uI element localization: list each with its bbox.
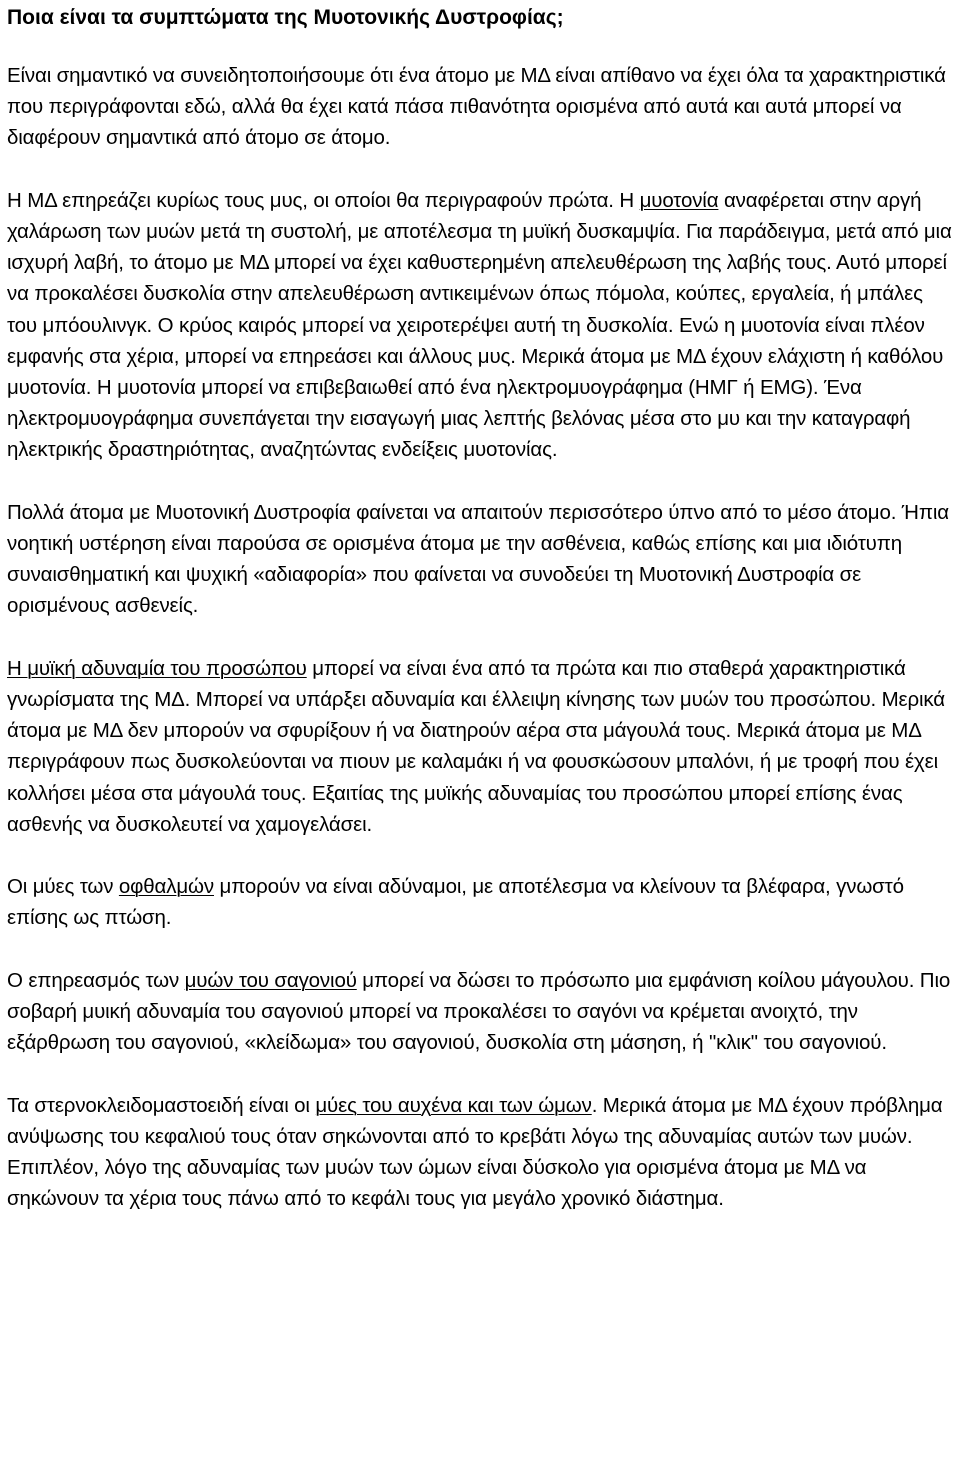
link-facial-weakness[interactable]: Η μυϊκή αδυναμία του προσώπου (7, 656, 307, 680)
paragraph-gap (7, 154, 954, 185)
paragraph-intro-text: Είναι σημαντικό να συνειδητοποιήσουμε ότι ένα άτομο με ΜΔ είναι απίθανο να έχει όλα τα χαρακτηριστικά που περιγράφονται εδώ, αλλά θα έχει κατά πάσα πιθανότητα ορισμένα από αυτά και αυτά μπορεί να διαφέρουν σημαντικά από άτομο σε άτομο. (7, 64, 946, 150)
paragraph-jaw-text-b: μπορεί να δώσει το πρόσωπο μια εμφάνιση κοίλου μάγουλου. Πιο σοβαρή μυική αδυναμία του σαγονιού μπορεί να προκαλέσει το σαγόνι να κρέμεται ανοιχτό, την εξάρθρωση του σαγονιού, «κλείδωμα» του σαγονιού, δυσκολία στη μάσηση, ή "κλικ" του σαγονιού. (7, 968, 951, 1055)
paragraph-sleep-text: Πολλά άτομα με Μυοτονική Δυστροφία φαίνεται να απαιτούν περισσότερο ύπνο από το μέσο άτομο. Ήπια νοητική υστέρηση είναι παρούσα σε ορισμένα άτομα με την ασθένεια, καθώς επίσης και μια ιδιότυπη συναισθηματική και ψυχική «αδιαφορία» που φαίνεται να συνοδεύει τη Μυοτονική Δυστροφία σε ορισμένους ασθενείς. (7, 500, 949, 618)
paragraph-sleep (7, 497, 954, 622)
paragraph-gap (7, 622, 954, 653)
paragraph-eyes-text-b: μπορούν να είναι αδύναμοι, με αποτέλεσμα να κλείνουν τα βλέφαρα, γνωστό επίσης ως πτώση. (7, 875, 904, 930)
page-title: Ποια είναι τα συμπτώματα της Μυοτονικής Δυστροφίας; (7, 6, 564, 29)
paragraph-neck-shoulders (7, 1090, 954, 1215)
paragraph-gap (7, 466, 954, 497)
paragraph-gap (7, 1058, 954, 1089)
document-body (7, 60, 954, 1214)
paragraph-neck-shoulders-text-b: . Μερικά άτομα με ΜΔ έχουν πρόβλημα ανύψωσης του κεφαλιού τους όταν σηκώνονται από το κρεβάτι λόγω της αδυναμίας αυτών των μυών. Επιπλέον, λόγο της αδυναμίας των μυών των ώμων είναι δύσκολο για ορισμένα άτομα με ΜΔ να σηκώνουν τα χέρια τους πάνω από το κεφάλι τους για μεγάλο χρονικό διάστημα. (7, 1093, 943, 1211)
paragraph-myotonia-text-a: Η ΜΔ επηρεάζει κυρίως τους μυς, οι οποίοι θα περιγραφούν πρώτα. Η (7, 188, 640, 212)
paragraph-gap (7, 840, 954, 871)
paragraph-gap (7, 934, 954, 965)
paragraph-intro (7, 60, 954, 154)
link-neck-shoulder-muscles[interactable]: μύες του αυχένα και των ώμων (315, 1093, 592, 1117)
link-eyes[interactable]: οφθαλμών (118, 875, 214, 899)
paragraph-eyes-text-a: Οι μύες των (7, 875, 119, 899)
paragraph-jaw-text-a: Ο επηρεασμός των (7, 968, 185, 992)
paragraph-facial-weakness-text: μπορεί να είναι ένα από τα πρώτα και πιο σταθερά χαρακτηριστικά γνωρίσματα της ΜΔ. Μπορεί να υπάρξει αδυναμία και έλλειψη κίνησης των μυών του προσώπου. Μερικά άτομα με ΜΔ δεν μπορούν να σφυρίξουν ή να διατηρούν αέρα στα μάγουλά τους. Μερικά άτομα με ΜΔ περιγράφουν πως δυσκολεύονται να πιουν με καλαμάκι ή να φουσκώσουν μπαλόνι, ή με τροφή που έχει κολλήσει μέσα στα μάγουλά τους. Εξαιτίας της μυϊκής αδυναμίας του προσώπου μπορεί επίσης ένας ασθενής να δυσκολευτεί να χαμογελάσει. (7, 656, 945, 836)
paragraph-neck-shoulders-text-a: Τα στερνοκλειδομαστοειδή είναι οι (7, 1093, 316, 1117)
link-myotonia[interactable]: μυοτονία (639, 188, 719, 212)
paragraph-myotonia (7, 185, 954, 466)
paragraph-jaw (7, 965, 954, 1059)
paragraph-eyes (7, 871, 954, 933)
link-jaw-muscles[interactable]: μυών του σαγονιού (184, 968, 357, 992)
paragraph-facial-weakness (7, 653, 954, 840)
paragraph-myotonia-text-b: αναφέρεται στην αργή χαλάρωση των μυών μετά τη συστολή, με αποτέλεσμα τη μυϊκή δυσκαμψία. Για παράδειγμα, μετά από μια ισχυρή λαβή, το άτομο με ΜΔ μπορεί να έχει καθυστερημένη απελευθέρωση της λαβής τους. Αυτό μπορεί να προκαλέσει δυσκολία στην απελευθέρωση αντικειμένων όπως πόμολα, κούπες, εργαλεία, ή μπάλες του μπόουλινγκ. Ο κρύος καιρός μπορεί να χειροτερέψει αυτή τη δυσκολία. Ενώ η μυοτονία είναι πλέον εμφανής στα χέρια, μπορεί να επηρεάσει και άλλους μυς. Μερικά άτομα με ΜΔ έχουν ελάχιστη ή καθόλου μυοτονία. Η μυοτονία μπορεί να επιβεβαιωθεί από ένα ηλεκτρομυογράφημα (ΗΜΓ ή EMG). Ένα ηλεκτρομυογράφημα συνεπάγεται την εισαγωγή μιας λεπτής βελόνας μέσα στο μυ και την καταγραφή ηλεκτρικής δραστηριότητας, αναζητώντας ενδείξεις μυοτονίας. (7, 188, 952, 462)
